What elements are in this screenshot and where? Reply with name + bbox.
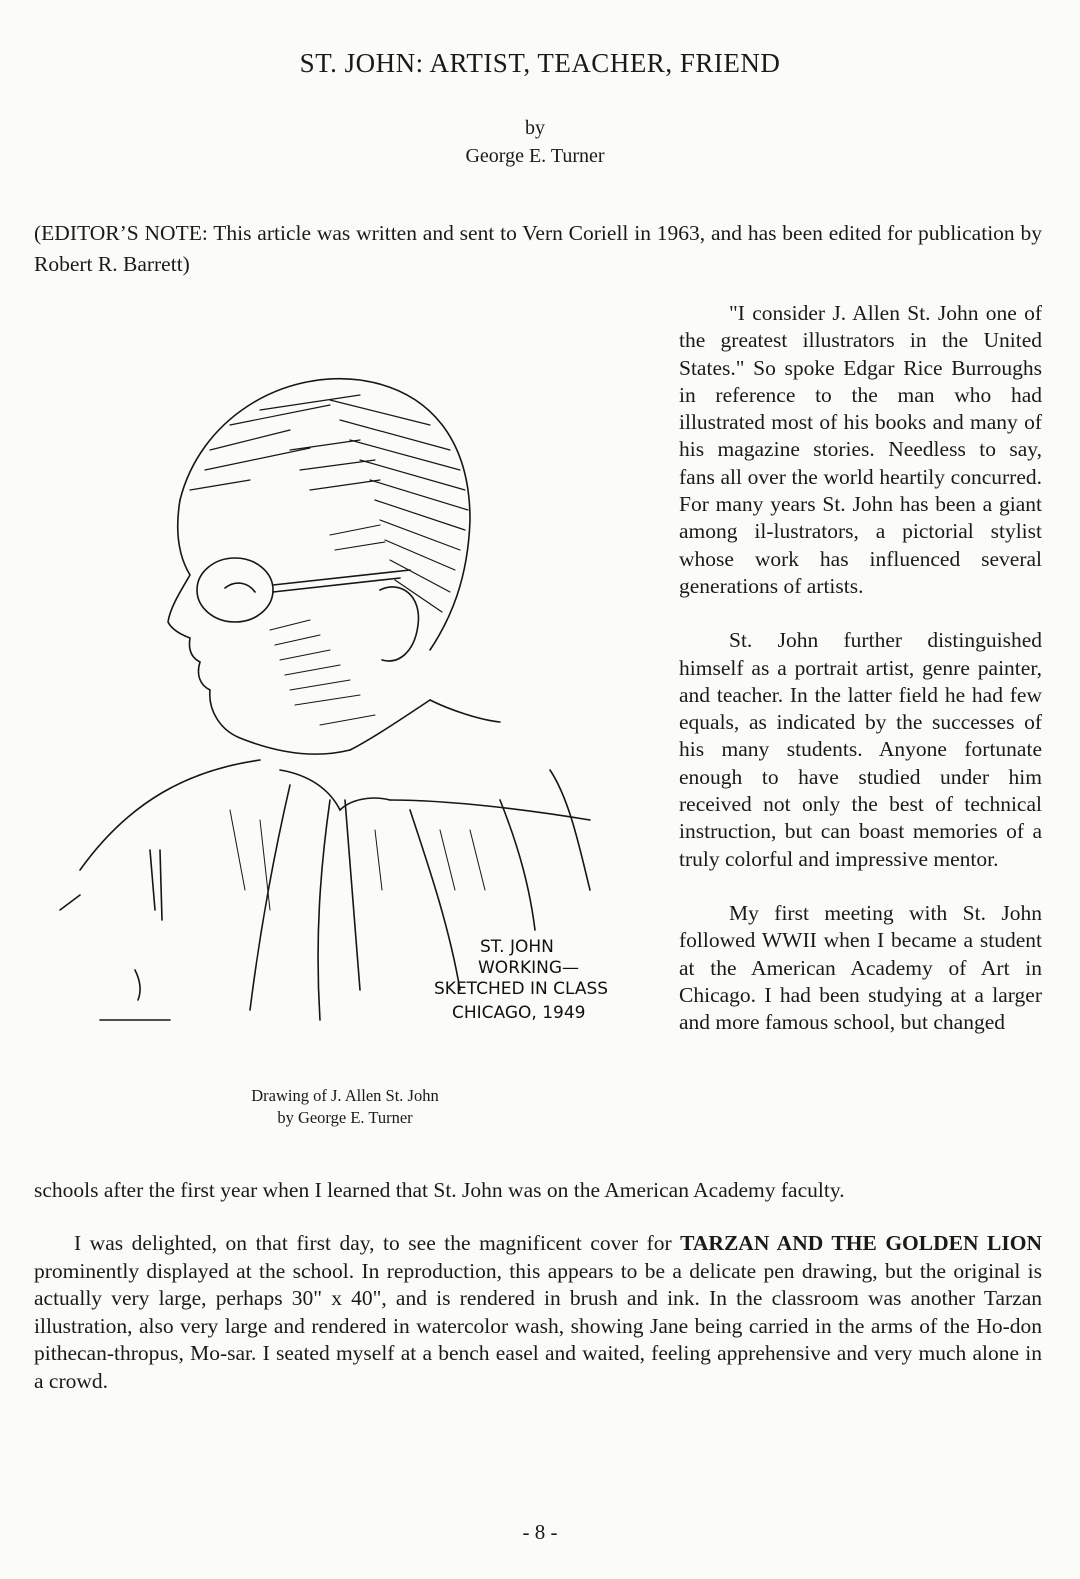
inscription-line-4: CHICAGO, 1949 [452, 1003, 586, 1023]
inscription-line-2: WORKING— [478, 958, 580, 978]
face-profile [168, 500, 350, 754]
editor-note: (EDITOR’S NOTE: This article was written and sent to Vern Coriell in 1963, and has been edited for publication by Robert R. Barrett) [34, 221, 1042, 276]
collar [280, 770, 390, 810]
inscription-line-3: SKETCHED IN CLASS [434, 979, 609, 999]
by-label: by [525, 117, 545, 139]
caption-line-1: Drawing of J. Allen St. John [251, 1086, 439, 1105]
paragraph-4-text-a: I was delighted, on that first day, to see the magnificent cover for [74, 1231, 681, 1255]
page-number: - 8 - [522, 1520, 558, 1544]
right-column [679, 300, 1042, 1036]
hair-outline [180, 379, 470, 650]
article-title: ST. JOHN: ARTIST, TEACHER, FRIEND [299, 48, 781, 78]
byline [0, 114, 1070, 170]
paragraph-2: St. John further distinguished himself as a portrait artist, genre painter, and teacher. In the latter field he had few equals, as indicated by the successes of his many students. Anyone fortunate enough to have studied under him received not only the best of technical instruction, but can boast memories of a truly colorful and impressive mentor. [679, 628, 1042, 871]
jacket-shoulder [80, 760, 260, 870]
author-name: George E. Turner [465, 145, 605, 167]
sketch-inscription [434, 937, 608, 1023]
paragraph-1: "I consider J. Allen St. John one of the greatest illustrators in the United States." So spoke Edgar Rice Burroughs in reference to the man who had illustrated most of his books and many of his magazine stories. Needless to say, fans all over the world heartily concurred. For many years St. John has been a giant among il-lustrators, a pictorial stylist whose work has influenced several generations of artists. [679, 301, 1042, 598]
paragraph-4-text-b: prominently displayed at the school. In reproduction, this appears to be a delicate pen drawing, but the original is actually very large, perhaps 30" x 40", and is rendered in brush and ink. In the classroom was another Tarzan illustration, also very large and rendered in watercolor wash, showing Jane being carried in the arms of the Ho-don pithecan-thropus, Mo-sar. I seated myself at a bench easel and waited, feeling apprehensive and very much alone in a crowd. [34, 1258, 1042, 1393]
inscription-line-1: ST. JOHN [480, 937, 554, 957]
paragraph-3-continuation: schools after the first year when I learned that St. John was on the American Academy faculty. [34, 1178, 845, 1202]
neck [350, 700, 430, 750]
paragraph-4 [34, 1230, 1042, 1395]
book-title: TARZAN AND THE GOLDEN LION [680, 1231, 1042, 1255]
glasses-lens [197, 558, 273, 622]
drawing-caption [180, 1085, 510, 1129]
lapel-left [250, 785, 290, 1010]
tie [318, 800, 330, 1020]
paragraph-3: My first meeting with St. John followed WWII when I became a student at the American Academy of Art in Chicago. I had been studying at a larger and more famous school, but changed [679, 900, 1042, 1035]
glasses-arm [273, 570, 410, 585]
caption-line-2: by George E. Turner [277, 1108, 413, 1127]
lapel-right [410, 810, 460, 990]
portrait-sketch [30, 330, 640, 1050]
ear [380, 587, 418, 661]
